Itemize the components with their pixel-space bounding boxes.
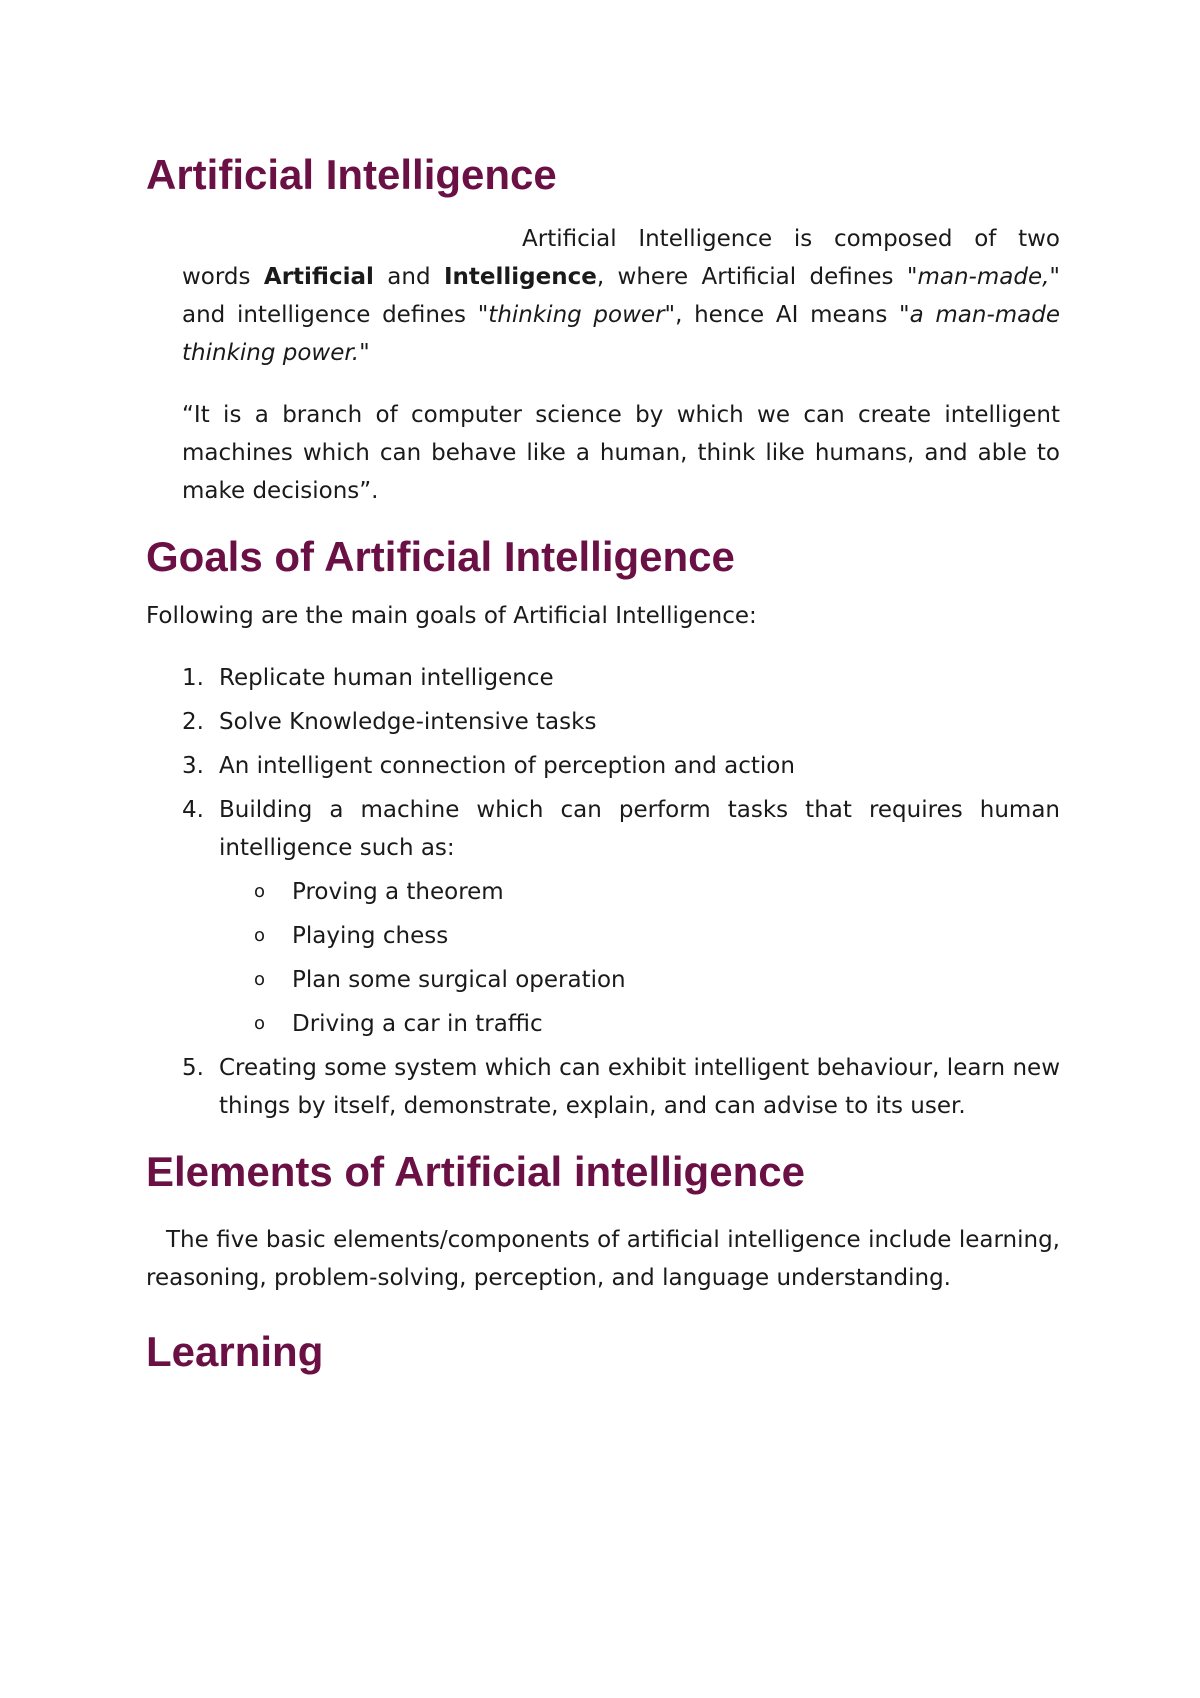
list-number: 1. [182,664,204,691]
document-page [146,150,1060,1378]
sub-list-item-text: Driving a car in traffic [292,1010,543,1037]
page-title: Artificial Intelligence [146,151,557,198]
ai-quote-paragraph: “It is a branch of computer science by which we can create intelligent machines which can behave like a human, think like humans, and able to make decisions”. [182,402,1060,505]
elements-paragraph: The five basic elements/components of artificial intelligence include learning, reasoning, problem-solving, perception, and language understanding. [146,1227,1060,1292]
list-item-text: Solve Knowledge-intensive tasks [219,708,597,735]
list-item [146,1049,1060,1125]
sub-list-item [219,1005,1060,1043]
list-item [146,747,1060,785]
goals-list [146,659,1060,1125]
list-number: 2. [182,708,204,735]
sub-list-item-text: Playing chess [292,922,449,949]
list-item-text: Building a machine which can perform tasks that requires human intelligence such as: [219,796,1060,861]
list-item [146,659,1060,697]
list-item [146,791,1060,1043]
italic-thinking-power: thinking power [488,302,665,329]
sub-list-item [219,961,1060,999]
goals-heading: Goals of Artificial Intelligence [146,533,735,581]
sub-list-item-text: Proving a theorem [292,878,504,905]
hollow-bullet-icon: o [254,924,266,946]
hollow-bullet-icon: o [254,968,266,990]
sub-list [219,873,1060,1043]
list-item-text: An intelligent connection of perception and action [219,752,795,779]
bold-term-artificial: Artificial [263,264,374,291]
list-number: 3. [182,752,204,779]
hollow-bullet-icon: o [254,880,266,902]
hollow-bullet-icon: o [254,1012,266,1034]
list-item-text: Replicate human intelligence [219,664,554,691]
sub-list-item [219,917,1060,955]
learning-heading: Learning [146,1328,324,1376]
list-item [146,703,1060,741]
goals-intro: Following are the main goals of Artificial Intelligence: [146,602,757,629]
elements-heading: Elements of Artificial intelligence [146,1147,805,1195]
italic-ai-meaning: a man-made thinking power. [182,302,1061,367]
italic-man-made: man-made, [917,264,1050,291]
ai-definition-paragraph: Artificial Intelligence is composed of two words Artificial and Intelligence, where Artificial defines "man-made," and intelligence defines "thinking power", hence AI means "a man-made thinking power." [182,226,1061,367]
bold-term-intelligence: Intelligence [443,264,597,291]
sub-list-item-text: Plan some surgical operation [292,966,626,993]
sub-list-item [219,873,1060,911]
list-number: 5. [182,1054,204,1081]
list-number: 4. [182,796,204,823]
list-item-text: Creating some system which can exhibit intelligent behaviour, learn new things by itself, demonstrate, explain, and can advise to its user. [219,1054,1060,1119]
